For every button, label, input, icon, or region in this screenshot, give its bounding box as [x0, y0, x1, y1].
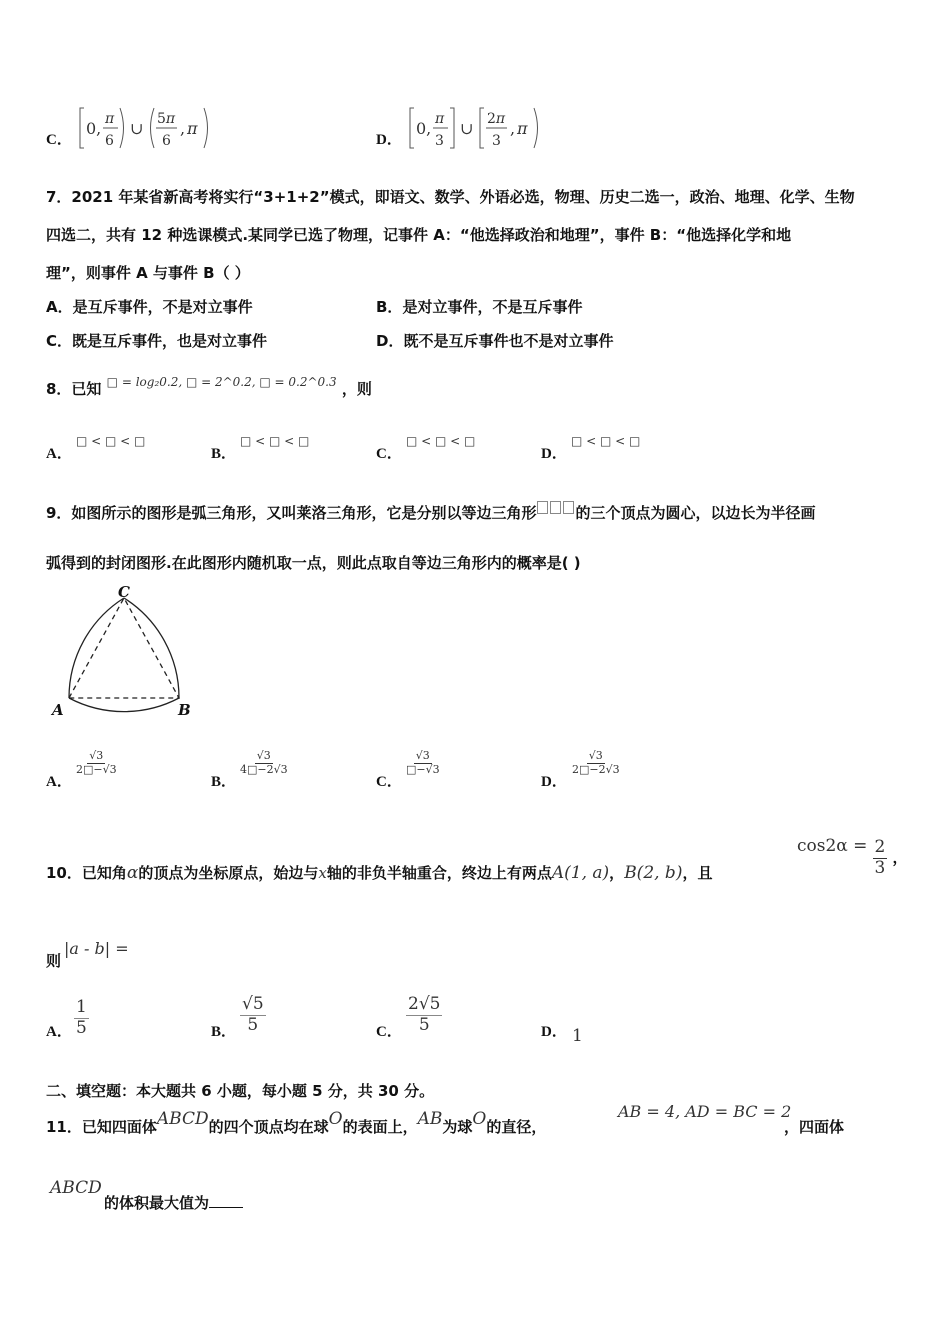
svg-text:π: π: [517, 119, 528, 138]
svg-text:∪: ∪: [130, 119, 144, 138]
svg-text:,: ,: [510, 119, 516, 138]
q11-answer-blank[interactable]: [209, 1193, 243, 1208]
svg-text:3: 3: [492, 133, 501, 149]
svg-text:π: π: [435, 111, 445, 127]
reuleaux-triangle-svg: [46, 584, 206, 724]
q7-line-3: 理”，则事件 A 与事件 B（ ）: [46, 264, 250, 282]
q6-option-c-label: C．: [46, 132, 72, 148]
q8-option-a-text: □ < □ < □: [76, 434, 146, 448]
q8-option-d-label: D．: [541, 446, 567, 462]
q11-condition: AB = 4, AD = BC = 2: [618, 1102, 792, 1121]
q10-option-d-value: 1: [572, 1026, 583, 1046]
q8-option-c-text: □ < □ < □: [406, 434, 476, 448]
q7-option-d: D．既不是互斥事件也不是对立事件: [376, 332, 614, 350]
q9-line-1: 9．如图所示的图形是弧三角形，又叫莱洛三角形，它是分别以等边三角形 的三个顶点为圆心，以边长为半径画: [46, 502, 815, 523]
q6-option-d-formula: [406, 104, 546, 156]
q8-option-c-label: C．: [376, 446, 402, 462]
q9-triangle-placeholder: [536, 498, 575, 516]
svg-text:6: 6: [162, 133, 171, 149]
q11-line-1: 11．已知四面体ABCD的四个顶点均在球O的表面上，AB为球O的直径，: [46, 1109, 547, 1136]
svg-text:0,: 0,: [416, 119, 432, 138]
q9-option-c-frac: $\frac{√3}{□-√3}$: [406, 749, 440, 776]
vertex-c-label: C: [118, 584, 130, 601]
svg-text:6: 6: [105, 133, 114, 149]
q9-option-b-frac: $\frac{√3}{4□-2√3}$: [240, 749, 288, 776]
section-2-heading: 二、填空题：本大题共 6 小题，每小题 5 分，共 30 分。: [46, 1082, 435, 1100]
q9-option-d-frac: $\frac{√3}{2□-2√3}$: [572, 749, 620, 776]
q11-abcd-line-2: ABCD: [50, 1178, 102, 1198]
svg-text:0,: 0,: [86, 119, 102, 138]
svg-text:π: π: [187, 119, 198, 138]
svg-text:,: ,: [180, 119, 186, 138]
q9-option-a-frac: $\frac{√3}{2□-√3}$: [76, 749, 117, 776]
svg-text:5π: 5π: [157, 111, 176, 127]
svg-text:∪: ∪: [460, 119, 474, 138]
q10-line-2: 则: [46, 952, 62, 970]
q7-line-1: 7．2021 年某省新高考将实行“3+1+2”模式，即语文、数学、外语必选，物理、历史二选一，政治、地理、化学、生物: [46, 188, 855, 206]
q10-cos-condition: cos2α = $\frac{2}{3}$ ，: [797, 835, 908, 878]
q10-option-c-label: C．: [376, 1024, 402, 1040]
q9-option-c-label: C．: [376, 774, 402, 790]
q10-line-1: 10．已知角α的顶点为坐标原点，始边与x轴的非负半轴重合，终边上有两点A(1, a)，B(2, b)，且: [46, 863, 713, 883]
vertex-a-label: A: [52, 701, 64, 719]
q8-option-b-label: B．: [211, 446, 237, 462]
q10-option-d-label: D．: [541, 1024, 567, 1040]
q10-option-c-frac: $\frac{2√5}{5}$: [408, 994, 441, 1035]
svg-text:2π: 2π: [487, 111, 506, 127]
q6-option-d-label: D．: [376, 132, 402, 148]
q7-option-b: B．是对立事件，不是互斥事件: [376, 298, 583, 316]
svg-text:3: 3: [435, 133, 444, 149]
q6-option-c-svg: [76, 104, 216, 152]
q10-option-b-label: B．: [211, 1024, 237, 1040]
q8-option-d-text: □ < □ < □: [571, 434, 641, 448]
reuleaux-triangle-figure: [46, 584, 206, 728]
q7-option-a: A．是互斥事件，不是对立事件: [46, 298, 253, 316]
q8-stem: 8．已知 $^{□ = log_20.2, □ = 2\^{}0.2, □ = 0.2\^{}0.3}$ ，则: [46, 375, 372, 398]
q9-option-a-label: A．: [46, 774, 72, 790]
vertex-b-label: B: [178, 701, 191, 719]
q11-line-1-end: ，四面体: [784, 1118, 845, 1136]
q10-option-a-label: A．: [46, 1024, 72, 1040]
q6-option-d-svg: [406, 104, 546, 152]
q9-option-b-label: B．: [211, 774, 237, 790]
q10-option-a-frac: $\frac{1}{5}$: [76, 997, 87, 1038]
q7-option-c: C．既是互斥事件，也是对立事件: [46, 332, 268, 350]
q10-option-b-frac: $\frac{√5}{5}$: [242, 994, 264, 1035]
q9-line-2: 弧得到的封闭图形.在此图形内随机取一点，则此点取自等边三角形内的概率是( ): [46, 554, 581, 572]
q7-line-2: 四选二，共有 12 种选课模式.某同学已选了物理，记事件 A：“他选择政治和地理”，事件 B：“他选择化学和地: [46, 226, 792, 244]
svg-text:π: π: [105, 111, 115, 127]
q8-formula: □ = log₂0.2, □ = 2^0.2, □ = 0.2^0.3: [106, 375, 337, 389]
q9-option-d-label: D．: [541, 774, 567, 790]
q10-abs-expr: |a - b| =: [64, 939, 129, 958]
q8-option-a-label: A．: [46, 446, 72, 462]
q11-line-2: 的体积最大值为: [104, 1192, 243, 1213]
q6-option-c-formula: [76, 104, 216, 156]
q8-option-b-text: □ < □ < □: [240, 434, 310, 448]
